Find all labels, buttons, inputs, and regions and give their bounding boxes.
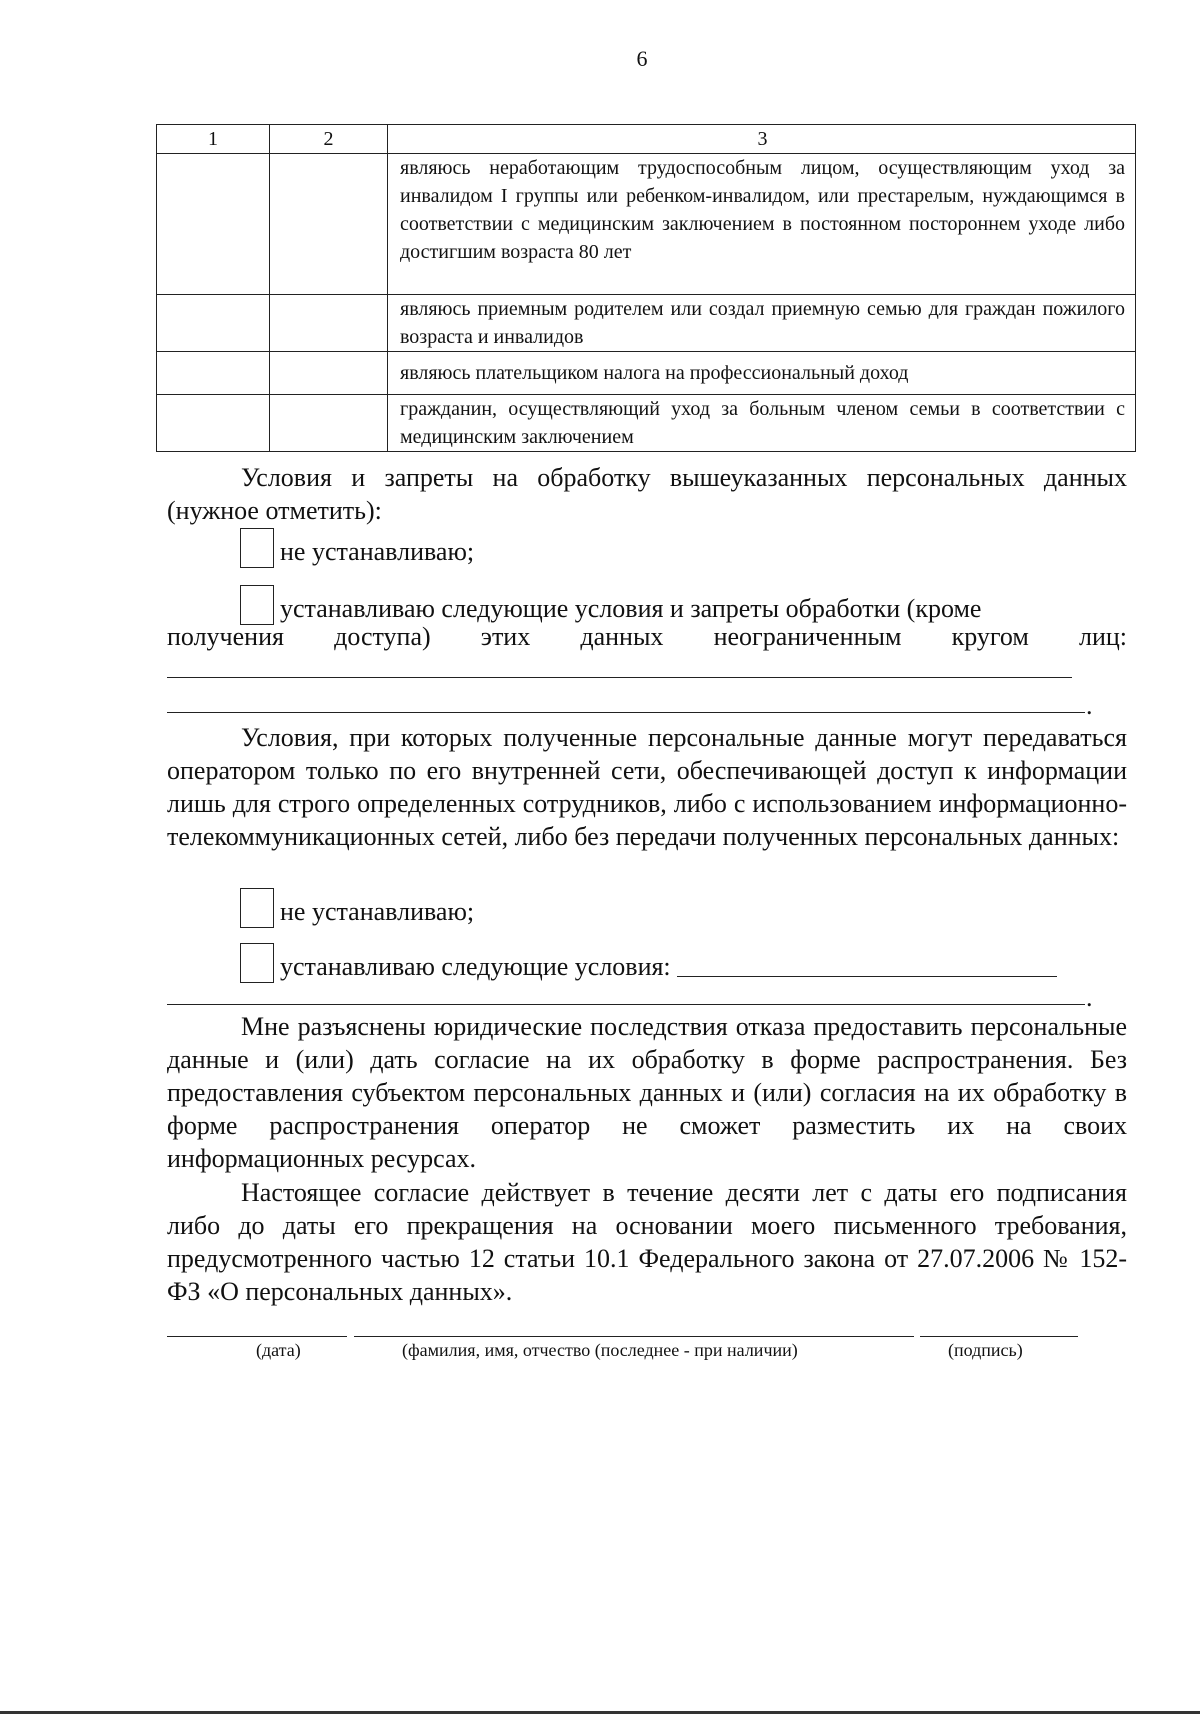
paragraph-validity: Настоящее согласие действует в течение десяти лет с даты его подписания либо до даты его прекращения на основании моего письменного требования, предусмотренного частью 12 статьи 10.1 Федерального закона от 27.07.2006 № 152-ФЗ «О персональных данных». [167,1178,1127,1306]
table-cell-text: являюсь неработающим трудоспособным лицом, осуществляющим уход за инвалидом I группы или ребенком-инвалидом, или престарелым, нуждающимся в соответствии с медицинским заключением в постоянном постороннем уходе либо достигшим возраста 80 лет [388,154,1136,295]
table-cell-text: являюсь плательщиком налога на профессиональный доход [388,352,1136,395]
checkbox[interactable] [240,943,274,983]
table-cell-empty [270,352,388,395]
table-row [157,154,1136,295]
table-cell-empty [270,395,388,452]
table-header-row [157,125,1136,154]
date-label: (дата) [256,1340,301,1360]
checkbox[interactable] [240,528,274,568]
section1-intro: Условия и запреты на обработку вышеуказанных персональных данных (нужное отметить): [167,463,1127,525]
checkbox[interactable] [240,888,274,928]
fill-in-line[interactable] [167,677,1072,678]
date-signature-line[interactable] [167,1336,347,1337]
table-header-cell: 1 [157,125,270,154]
table-cell-text: являюсь приемным родителем или создал приемную семью для граждан пожилого возраста и инвалидов [388,295,1136,352]
section1-option-b-continuation: получения доступа) этих данных неограниченным кругом лиц: [167,622,1127,651]
name-signature-line[interactable] [354,1336,914,1337]
fill-in-line[interactable] [167,1004,1085,1005]
table-cell-empty [270,295,388,352]
table-header-cell: 2 [270,125,388,154]
section1-option-a[interactable]: не устанавливаю; [240,528,474,568]
table-cell-empty [270,154,388,295]
table-cell-text: гражданин, осуществляющий уход за больным членом семьи в соответствии с медицинским заключением [388,395,1136,452]
table-row [157,295,1136,352]
section2-option-a[interactable]: не устанавливаю; [240,888,474,928]
table-cell-empty [157,395,270,452]
signature-label: (подпись) [948,1340,1023,1360]
table-row [157,352,1136,395]
table-header-cell: 3 [388,125,1136,154]
checkbox[interactable] [240,585,274,625]
end-mark: . [1086,983,1093,1012]
table-cell-empty [157,154,270,295]
section2-option-b[interactable]: устанавливаю следующие условия: [240,943,1057,983]
category-table [156,124,1136,452]
table-row [157,395,1136,452]
end-mark: . [1086,691,1093,720]
fill-in-line[interactable] [677,954,1057,977]
section2-intro: Условия, при которых полученные персональные данные могут передаваться оператором только по его внутренней сети, обеспечивающей доступ к информации лишь для строго определенных сотрудников, либо с использованием информационно-телекоммуникационных сетей, либо без передачи полученных персональных данных: [167,723,1127,851]
signature-line[interactable] [920,1336,1078,1337]
table-cell-empty [157,295,270,352]
paragraph-consequences: Мне разъяснены юридические последствия отказа предоставить персональные данные и (или) дать согласие на их обработку в форме распространения. Без предоставления субъектом персональных данных и (или) согласия на их обработку в форме распространения оператор не сможет разместить их на своих информационных ресурсах. [167,1012,1127,1173]
scan-edge [0,1711,1200,1714]
fill-in-line[interactable] [167,712,1085,713]
table-cell-empty [157,352,270,395]
name-label: (фамилия, имя, отчество (последнее - при наличии) [402,1340,798,1360]
section1-option-b[interactable]: устанавливаю следующие условия и запреты обработки (кроме [240,585,981,625]
page-number: 6 [636,46,648,71]
